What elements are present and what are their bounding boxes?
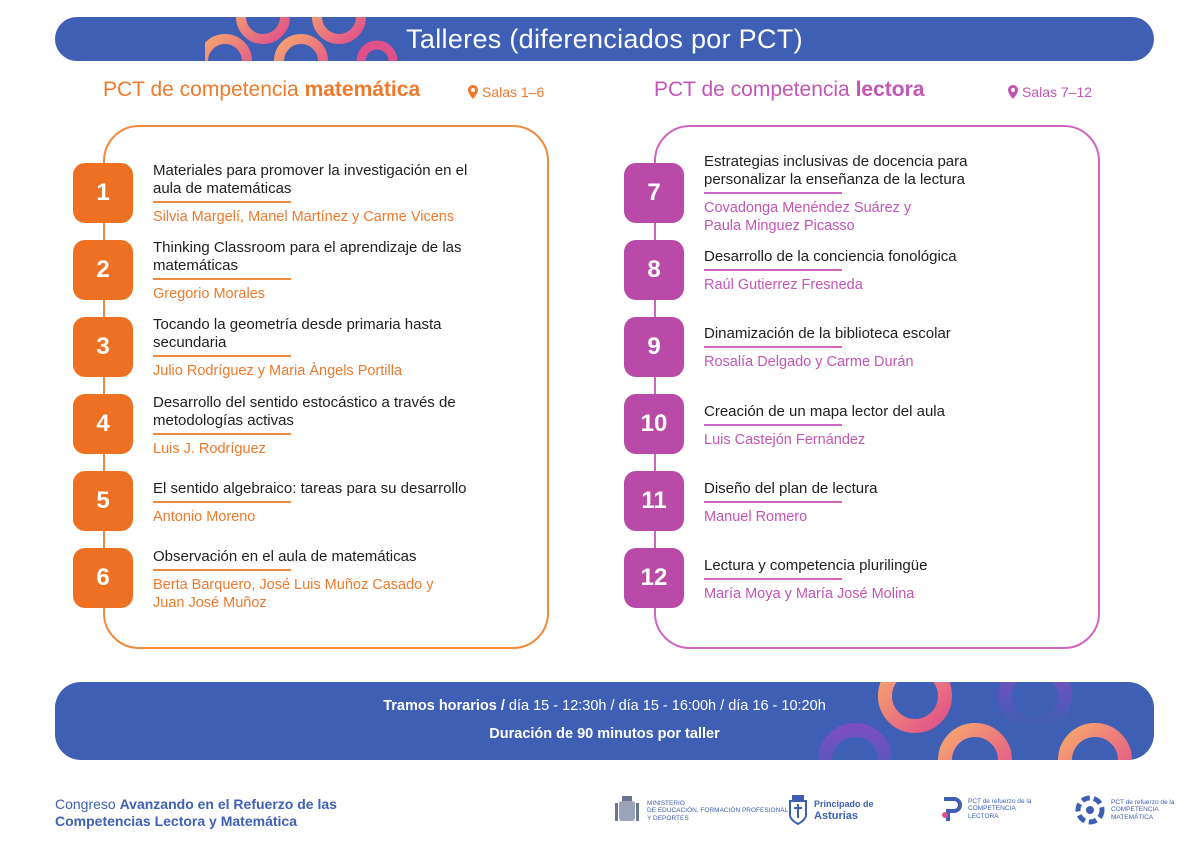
workshop-authors: Berta Barquero, José Luis Muñoz Casado y Juan José Muñoz	[153, 577, 434, 611]
pct-lectora-logo	[940, 795, 1031, 823]
workshop-number: 5	[73, 471, 133, 531]
workshop-number: 6	[73, 548, 133, 608]
divider	[153, 278, 291, 280]
workshop-title: Lectura y competencia plurilingüe	[704, 557, 928, 574]
workshop-title: Desarrollo de la conciencia fonológica	[704, 248, 957, 265]
workshop-item	[704, 403, 945, 449]
workshop-item	[704, 325, 951, 371]
divider	[704, 501, 842, 503]
workshop-authors: Luis Castejón Fernández	[704, 432, 866, 448]
divider	[153, 433, 291, 435]
workshop-number: 4	[73, 394, 133, 454]
workshop-title: Creación de un mapa lector del aula	[704, 403, 945, 420]
divider	[704, 269, 842, 271]
location-pin-icon	[1008, 85, 1018, 99]
workshop-title: Dinamización de la biblioteca escolar	[704, 325, 951, 342]
workshop-number: 9	[624, 317, 684, 377]
workshop-authors: Silvia Margelí, Manel Martínez y Carme Vicens	[153, 209, 455, 225]
workshop-item	[704, 480, 877, 526]
reading-column-title: PCT de competencia lectora	[654, 78, 925, 101]
ministerio-text: MINISTERIO DE EDUCACIÓN, FORMACIÓN PROFESIONAL Y DEPORTES	[647, 799, 789, 822]
divider	[704, 424, 842, 426]
workshop-authors: Julio Rodríguez y Maria Àngels Portilla	[153, 363, 403, 379]
workshop-authors: María Moya y María José Molina	[704, 586, 915, 602]
pct-lectora-text: PCT de refuerzo de la COMPETENCIA LECTORA	[968, 797, 1032, 820]
workshop-title: Thinking Classroom para el aprendizaje de las matemáticas	[153, 239, 462, 274]
workshop-item	[153, 316, 442, 380]
workshop-authors: Covadonga Menéndez Suárez y Paula Minguez Picasso	[704, 200, 912, 234]
workshop-authors: Gregorio Morales	[153, 286, 266, 302]
workshop-authors: Manuel Romero	[704, 509, 808, 525]
workshop-item	[153, 394, 456, 458]
workshop-item	[153, 548, 433, 612]
workshop-number: 12	[624, 548, 684, 608]
workshop-item	[704, 248, 957, 294]
workshop-number: 8	[624, 240, 684, 300]
congress-name: Congreso Avanzando en el Refuerzo de las Competencias Lectora y Matemática	[55, 796, 337, 829]
divider	[704, 578, 842, 580]
pct-matematica-text: PCT de refuerzo de la COMPETENCIA MATEMÁTICA	[1111, 798, 1175, 821]
workshop-item	[704, 557, 927, 603]
workshop-item	[704, 153, 967, 235]
schedule-times: Tramos horarios / día 15 - 12:30h / día 15 - 16:00h / día 16 - 10:20h	[383, 698, 826, 714]
asturias-shield-icon	[788, 795, 808, 825]
workshop-title: Materiales para promover la investigación en el aula de matemáticas	[153, 162, 468, 197]
reading-rooms	[1008, 84, 1092, 100]
workshop-authors: Raúl Gutierrez Fresneda	[704, 277, 863, 293]
workshop-authors: Rosalía Delgado y Carme Durán	[704, 354, 914, 370]
math-rooms-label: Salas 1–6	[482, 84, 545, 100]
workshop-item	[153, 480, 467, 526]
schedule-duration: Duración de 90 minutos por taller	[489, 726, 720, 742]
ministerio-logo	[613, 795, 788, 827]
coat-of-arms-icon	[613, 795, 641, 827]
workshop-number: 7	[624, 163, 684, 223]
divider	[704, 346, 842, 348]
divider	[153, 569, 291, 571]
workshop-number: 2	[73, 240, 133, 300]
reading-rooms-label: Salas 7–12	[1022, 84, 1093, 100]
page-title: Talleres (diferenciados por PCT)	[406, 24, 803, 54]
workshop-number: 11	[624, 471, 684, 531]
header-banner	[55, 17, 1154, 61]
divider	[153, 355, 291, 357]
math-rooms	[468, 84, 544, 100]
pct-lectora-icon	[940, 795, 962, 823]
workshop-title: Observación en el aula de matemáticas	[153, 548, 417, 565]
workshop-title: Tocando la geometría desde primaria hasta secundaria	[153, 316, 442, 351]
workshop-title: Estrategias inclusivas de docencia para personalizar la enseñanza de la lectura	[704, 153, 968, 188]
schedule-banner	[55, 682, 1154, 760]
workshop-item	[153, 239, 462, 303]
asturias-text: Principado de Asturias	[814, 799, 874, 822]
divider	[153, 501, 291, 503]
workshop-number: 3	[73, 317, 133, 377]
workshop-item	[153, 162, 467, 226]
workshop-title: Diseño del plan de lectura	[704, 480, 878, 497]
workshop-number: 10	[624, 394, 684, 454]
location-pin-icon	[468, 85, 478, 99]
asturias-logo	[788, 795, 874, 825]
divider	[704, 192, 842, 194]
divider	[153, 201, 291, 203]
math-column-title: PCT de competencia matemática	[103, 78, 421, 101]
workshop-authors: Luis J. Rodríguez	[153, 441, 266, 457]
pct-matematica-logo	[1075, 795, 1174, 825]
pct-matematica-icon	[1075, 795, 1105, 825]
workshop-authors: Antonio Moreno	[153, 509, 256, 525]
workshop-number: 1	[73, 163, 133, 223]
workshop-title: El sentido algebraico: tareas para su desarrollo	[153, 480, 467, 497]
workshop-title: Desarrollo del sentido estocástico a través de metodologías activas	[153, 394, 456, 429]
decorative-waves-icon	[815, 682, 1154, 760]
